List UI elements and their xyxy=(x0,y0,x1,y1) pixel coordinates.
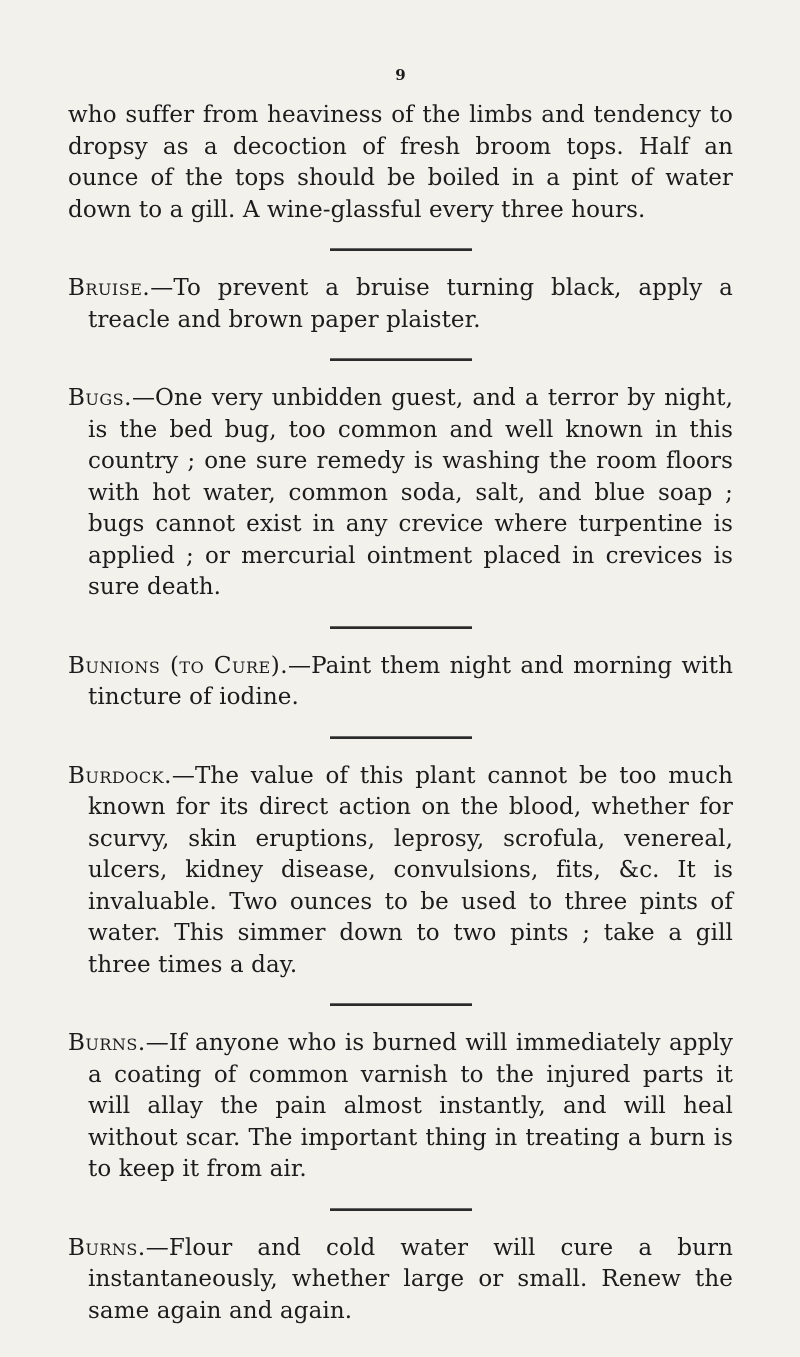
entry-bruise xyxy=(68,273,733,336)
entry-headword: Bugs. xyxy=(68,385,132,411)
entry-bugs xyxy=(68,383,733,604)
entry-burdock xyxy=(68,761,733,982)
entry-headword: Burns. xyxy=(68,1234,146,1261)
entry-text: —If anyone who is burned will immediately apply a coating of common varnish to the injured parts it will allay the pain almost instantly, and will heal without scar. The important thing in treating a burn is to keep it from air. xyxy=(88,1030,733,1182)
section-divider xyxy=(330,358,472,361)
section-divider xyxy=(330,248,472,251)
entry-headword: Bunions (to Cure). xyxy=(68,652,288,679)
entry-headword: Burdock. xyxy=(68,762,172,789)
entry-headword: Bruise. xyxy=(68,275,151,301)
entry-text: —Flour and cold water will cure a burn instantaneously, whether large or small. Renew the same again and again. xyxy=(88,1234,733,1324)
section-divider xyxy=(330,1208,472,1211)
entry-burns-2 xyxy=(68,1233,733,1328)
section-divider xyxy=(330,1003,472,1006)
book-page xyxy=(68,60,733,1327)
entry-burns-1 xyxy=(68,1028,733,1186)
entry-text: —Paint them night and morning with tincture of iodine. xyxy=(88,652,733,710)
section-divider xyxy=(330,736,472,739)
entry-bunions xyxy=(68,651,733,714)
entry-headword: Burns. xyxy=(68,1030,146,1056)
entry-text: —One very unbidden guest, and a terror by night, is the bed bug, too common and well known in this country ; one sure remedy is washing the room floors with hot water, common soda, salt, and blue soap ; bugs cannot exist in any crevice where turpentine is applied ; or mercurial ointment placed in crevices is sure death. xyxy=(88,385,733,600)
entry-text: who suffer from heaviness of the limbs and tendency to dropsy as a decoction of fresh broom tops. Half an ounce of the tops should be boiled in a pint of water down to a gill. A wine-glassful every three hours. xyxy=(68,102,733,223)
entry-text: —The value of this plant cannot be too much known for its direct action on the blood, whether for scurvy, skin eruptions, leprosy, scrofula, venereal, ulcers, kidney disease, convulsions, fits, &c. It is invaluable. Two ounces to be used to three pints of water. This simmer down to two pints ; take a gill three times a day. xyxy=(88,762,733,978)
entry-text: —To prevent a bruise turning black, apply a treacle and brown paper plaister. xyxy=(88,275,733,333)
section-divider xyxy=(330,626,472,629)
entry-continuation xyxy=(68,100,733,226)
page-number: 9 xyxy=(395,66,406,84)
